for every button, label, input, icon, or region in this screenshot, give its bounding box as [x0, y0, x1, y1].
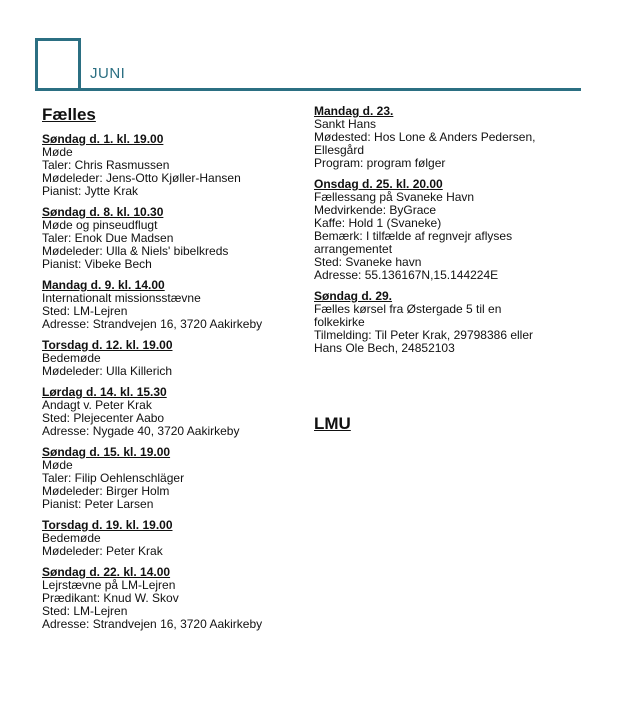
event-date: Søndag d. 29. — [314, 289, 393, 303]
event-detail-line: Taler: Enok Due Madsen — [42, 231, 174, 245]
event-entry — [42, 279, 297, 331]
event-detail-line: Fælles kørsel fra Østergade 5 til en — [314, 302, 502, 316]
event-entry — [42, 133, 297, 198]
event-detail-line: Adresse: 55.136167N,15.144224E — [314, 268, 499, 282]
header-frame-icon — [35, 38, 81, 90]
event-entry — [42, 519, 297, 558]
right-column — [314, 105, 584, 363]
section-title-faelles: Fælles — [42, 105, 96, 124]
header-divider — [35, 88, 581, 91]
event-detail-line: Program: program følger — [314, 156, 446, 170]
event-detail-line: Andagt v. Peter Krak — [42, 398, 152, 412]
event-entry — [314, 290, 584, 355]
event-detail-line: Sted: Plejecenter Aabo — [42, 411, 165, 425]
event-entry — [42, 339, 297, 378]
event-detail-line: Taler: Filip Oehlenschläger — [42, 471, 185, 485]
event-detail-line: Møde — [42, 145, 73, 159]
event-detail-line: Bemærk: I tilfælde af regnvejr aflyses — [314, 229, 513, 243]
event-detail-line: Tilmelding: Til Peter Krak, 29798386 eller — [314, 328, 533, 342]
event-detail-line: Bedemøde — [42, 351, 101, 365]
event-detail-line: Fællessang på Svaneke Havn — [314, 190, 475, 204]
event-detail-line: Adresse: Strandvejen 16, 3720 Aakirkeby — [42, 317, 263, 331]
event-detail-line: Taler: Chris Rasmussen — [42, 158, 170, 172]
event-detail-line: Sted: LM-Lejren — [42, 604, 128, 618]
event-detail-line: Mødeleder: Peter Krak — [42, 544, 163, 558]
event-date: Søndag d. 15. kl. 19.00 — [42, 445, 171, 459]
event-detail-line: Bedemøde — [42, 531, 101, 545]
event-detail-line: Møde — [42, 458, 73, 472]
event-detail-line: Sted: LM-Lejren — [42, 304, 128, 318]
event-detail-line: Mødeleder: Ulla & Niels' bibelkreds — [42, 244, 229, 258]
event-detail-line: arrangementet — [314, 242, 393, 256]
event-entry — [42, 446, 297, 511]
event-detail-line: Adresse: Nygade 40, 3720 Aakirkeby — [42, 424, 240, 438]
event-entry — [42, 566, 297, 631]
event-date: Torsdag d. 12. kl. 19.00 — [42, 338, 173, 352]
event-entry — [42, 386, 297, 438]
event-date: Mandag d. 23. — [314, 104, 394, 118]
event-detail-line: Mødeleder: Birger Holm — [42, 484, 170, 498]
section-title-lmu: LMU — [314, 414, 351, 433]
event-detail-line: Pianist: Peter Larsen — [42, 497, 154, 511]
event-detail-line: Prædikant: Knud W. Skov — [42, 591, 179, 605]
event-list-right — [314, 105, 584, 355]
event-entry — [314, 178, 584, 282]
event-date: Søndag d. 1. kl. 19.00 — [42, 132, 164, 146]
event-date: Mandag d. 9. kl. 14.00 — [42, 278, 165, 292]
event-detail-line: Sted: Svaneke havn — [314, 255, 422, 269]
event-detail-line: Internationalt missionsstævne — [42, 291, 201, 305]
event-detail-line: Hans Ole Bech, 24852103 — [314, 341, 455, 355]
event-detail-line: Medvirkende: ByGrace — [314, 203, 437, 217]
month-title: JUNI — [90, 65, 126, 82]
event-detail-line: Pianist: Vibeke Bech — [42, 257, 152, 271]
event-detail-line: Møde og pinseudflugt — [42, 218, 158, 232]
event-detail-line: Lejrstævne på LM-Lejren — [42, 578, 176, 592]
event-entry — [314, 105, 584, 170]
left-column — [42, 105, 297, 639]
event-entry — [42, 206, 297, 271]
event-detail-line: Kaffe: Hold 1 (Svaneke) — [314, 216, 442, 230]
event-detail-line: Pianist: Jytte Krak — [42, 184, 139, 198]
event-detail-line: folkekirke — [314, 315, 365, 329]
event-detail-line: Ellesgård — [314, 143, 365, 157]
event-date: Torsdag d. 19. kl. 19.00 — [42, 518, 173, 532]
event-list-left — [42, 133, 297, 631]
event-detail-line: Mødeleder: Ulla Killerich — [42, 364, 173, 378]
event-detail-line: Mødeleder: Jens-Otto Kjøller-Hansen — [42, 171, 241, 185]
event-date: Søndag d. 8. kl. 10.30 — [42, 205, 164, 219]
event-date: Søndag d. 22. kl. 14.00 — [42, 565, 171, 579]
event-date: Lørdag d. 14. kl. 15.30 — [42, 385, 167, 399]
event-detail-line: Sankt Hans — [314, 117, 377, 131]
event-date: Onsdag d. 25. kl. 20.00 — [314, 177, 443, 191]
event-detail-line: Mødested: Hos Lone & Anders Pedersen, — [314, 130, 536, 144]
event-detail-line: Adresse: Strandvejen 16, 3720 Aakirkeby — [42, 617, 263, 631]
